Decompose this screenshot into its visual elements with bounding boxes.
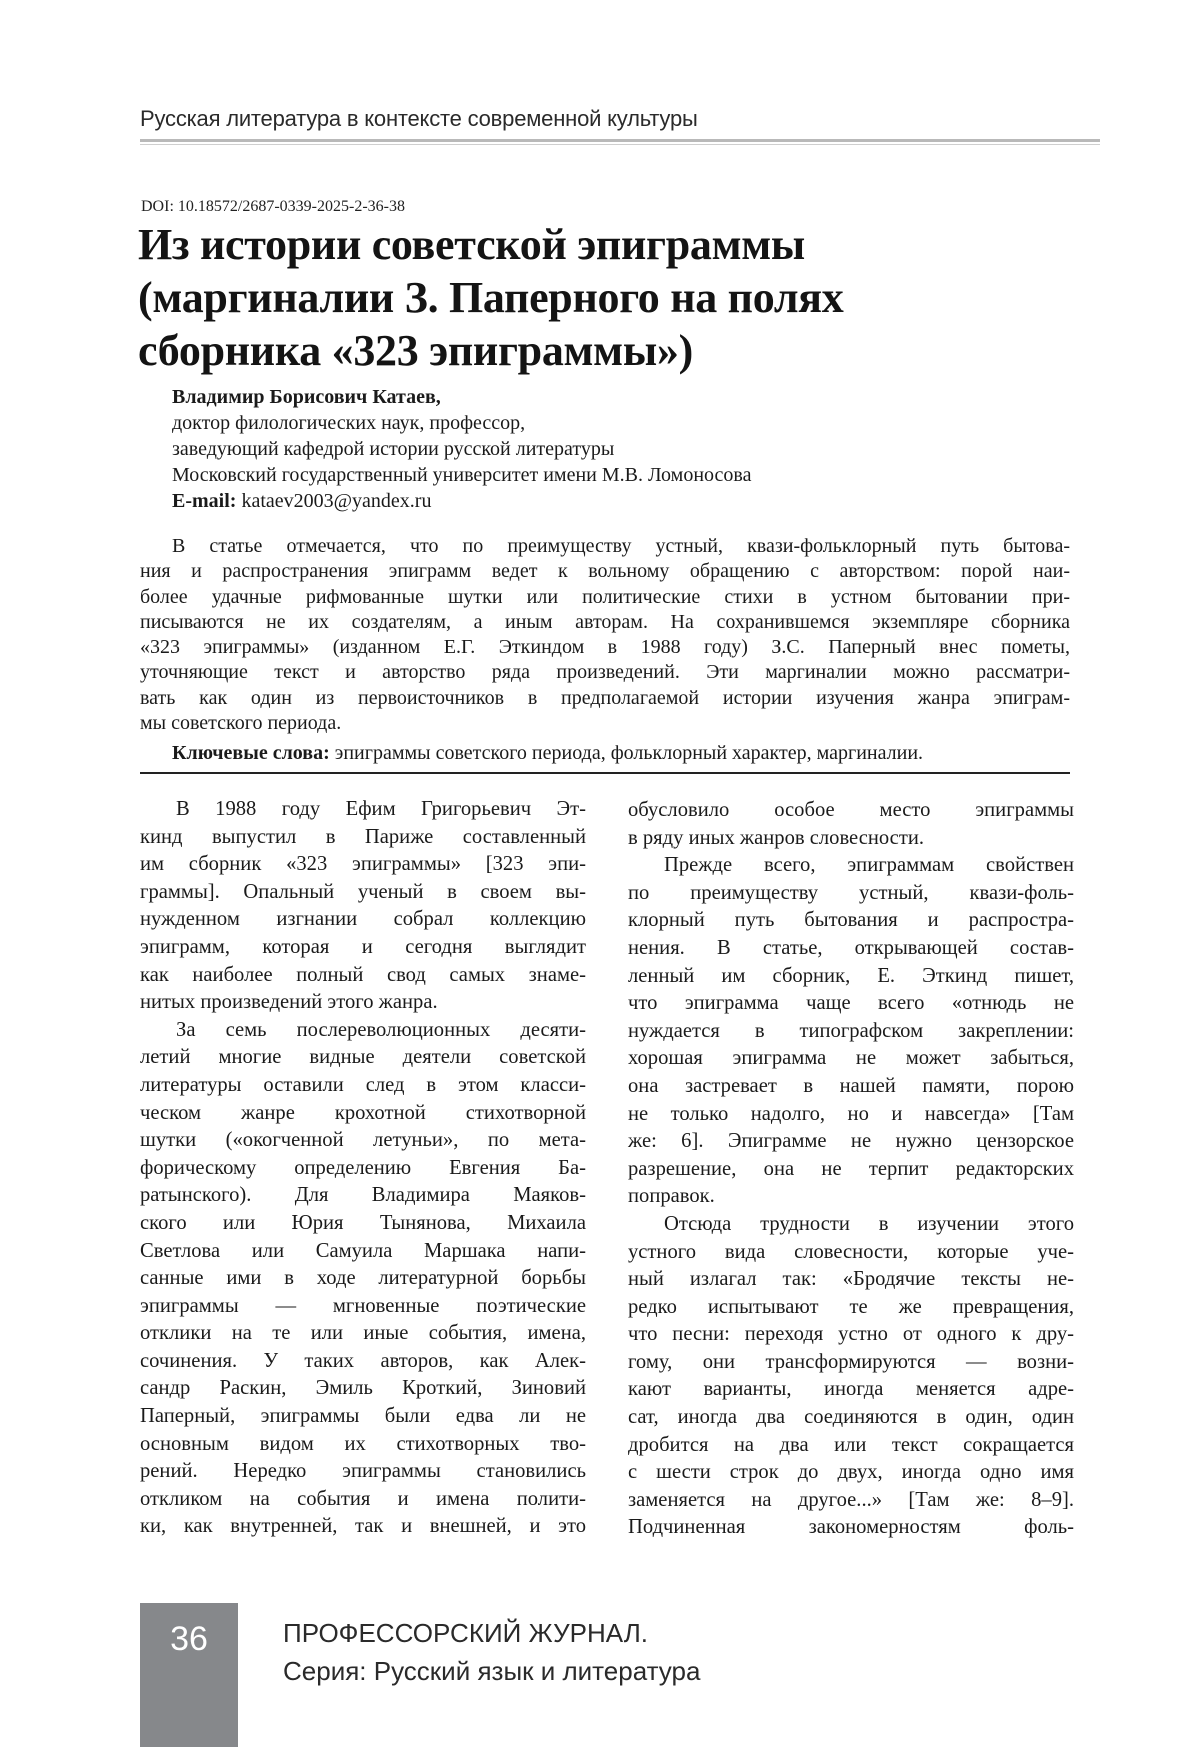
text-line: дробится на два или текст сокращается bbox=[628, 1433, 1074, 1456]
header-rule bbox=[140, 139, 1100, 145]
text-line: что эпиграмма чаще всего «отнюдь не bbox=[628, 992, 1074, 1015]
journal-name: ПРОФЕССОРСКИЙ ЖУРНАЛ. bbox=[283, 1618, 648, 1648]
text-line: нения. В статье, открывающей состав- bbox=[628, 936, 1074, 959]
text-line: рений. Нередко эпиграммы становились bbox=[140, 1460, 586, 1483]
text-line: сочинения. У таких авторов, как Алек- bbox=[140, 1349, 586, 1372]
author-name: Владимир Борисович Катаев, bbox=[172, 386, 441, 408]
text-line: по преимуществу устный, квази-фоль- bbox=[628, 881, 1074, 904]
title-line: сборника «323 эпиграммы») bbox=[138, 326, 693, 375]
article-title bbox=[138, 218, 1078, 377]
text-line: основным видом их стихотворных тво- bbox=[140, 1432, 586, 1455]
text-line: сандр Раскин, Эмиль Кроткий, Зиновий bbox=[140, 1377, 586, 1400]
text-line: разрешение, она не терпит редакторских bbox=[628, 1157, 1074, 1180]
text-line: что песни: переходя устно от одного к дру- bbox=[628, 1323, 1074, 1346]
text-line: ратынского). Для Владимира Маяков- bbox=[140, 1184, 586, 1207]
text-line: клорный путь бытования и распростра- bbox=[628, 909, 1074, 932]
text-line: форическому определению Евгения Ба- bbox=[140, 1156, 586, 1179]
abstract-line: «323 эпиграммы» (изданном Е.Г. Эткиндом в 1988 году) З.С. Паперный внес пометы, bbox=[140, 636, 1070, 659]
abstract-line: более удачные рифмованные шутки или политические стихи в устном бытовании при- bbox=[140, 585, 1070, 608]
email-label: E-mail: bbox=[172, 490, 237, 512]
text-line: редко испытывают те же превращения, bbox=[628, 1295, 1074, 1318]
author-institution: Московский государственный университет имени М.В. Ломоносова bbox=[172, 464, 752, 486]
title-line: Из истории советской эпиграммы bbox=[138, 220, 805, 269]
text-line: эпиграмм, которая и сегодня выглядит bbox=[140, 935, 586, 958]
text-line: сат, иногда два соединяются в один, один bbox=[628, 1406, 1074, 1429]
keywords-rule bbox=[140, 772, 1070, 774]
body-paragraph bbox=[140, 1017, 586, 1541]
text-line: За семь послереволюционных десяти- bbox=[176, 1018, 586, 1041]
text-line: поправок. bbox=[628, 1185, 715, 1208]
text-line: Прежде всего, эпиграммам свойствен bbox=[664, 854, 1074, 877]
text-line: кинд выпустил в Париже составленный bbox=[140, 825, 586, 848]
body-paragraph bbox=[628, 852, 1074, 1211]
text-line: Светлова или Самуила Маршака напи- bbox=[140, 1239, 586, 1262]
text-line: нужденном изгнании собрал коллекцию bbox=[140, 908, 586, 931]
text-line: Отсюда трудности в изучении этого bbox=[664, 1212, 1074, 1235]
abstract-line: В статье отмечается, что по преимуществу устный, квази-фольклорный путь бытова- bbox=[172, 535, 1070, 557]
body-paragraph bbox=[628, 1211, 1074, 1542]
author-block bbox=[172, 384, 1072, 514]
journal-series: Серия: Русский язык и литература bbox=[283, 1656, 701, 1686]
text-line: как наиболее полный свод самых знаме- bbox=[140, 963, 586, 986]
abstract-line: уточняющие текст и авторство ряда произведений. Эти маргиналии можно рассматри- bbox=[140, 661, 1070, 684]
abstract-line: вать как один из первоисточников в предполагаемой истории изучения жанра эпиграм- bbox=[140, 686, 1070, 709]
text-line: ческом жанре крохотной стихотворной bbox=[140, 1101, 586, 1124]
text-line: В 1988 году Ефим Григорьевич Эт- bbox=[176, 798, 586, 820]
text-line: литературы оставили след в этом класси- bbox=[140, 1073, 586, 1096]
abstract-line: мы советского периода. bbox=[140, 712, 342, 735]
text-line: она застревает в нашей памяти, порою bbox=[628, 1074, 1074, 1097]
text-line: ленный им сборник, Е. Эткинд пишет, bbox=[628, 964, 1074, 987]
text-line: шутки («окогченной летуньи», по мета- bbox=[140, 1129, 586, 1152]
text-line: не только надолго, но и навсегда» [Там bbox=[628, 1102, 1074, 1125]
running-head: Русская литература в контексте современной культуры bbox=[140, 106, 698, 131]
text-line: гому, они трансформируются — возни- bbox=[628, 1350, 1074, 1373]
title-line: (маргиналии З. Паперного на полях bbox=[138, 273, 844, 322]
keywords bbox=[172, 741, 1072, 766]
text-line: кают варианты, иногда меняется адре- bbox=[628, 1378, 1074, 1401]
text-line: Паперный, эпиграммы были едва ли не bbox=[140, 1405, 586, 1428]
body-column-right bbox=[628, 797, 1074, 1542]
text-line: заменяется на другое...» [Там же: 8–9]. bbox=[628, 1488, 1074, 1511]
text-line: нитых произведений этого жанра. bbox=[140, 991, 438, 1014]
body-paragraph bbox=[140, 796, 586, 1017]
text-line: в ряду иных жанров словесности. bbox=[628, 826, 924, 849]
text-line: ки, как внутренней, так и внешней, и это bbox=[140, 1515, 586, 1538]
text-line: же: 6]. Эпиграмме не нужно цензорское bbox=[628, 1130, 1074, 1153]
text-line: граммы]. Опальный ученый в своем вы- bbox=[140, 880, 586, 903]
text-line: нуждается в типографском закреплении: bbox=[628, 1019, 1074, 1042]
author-email[interactable]: kataev2003@yandex.ru bbox=[241, 490, 432, 512]
text-line: санные ими в ходе литературной борьбы bbox=[140, 1267, 586, 1290]
text-line: отклики на те или иные события, имена, bbox=[140, 1322, 586, 1345]
text-line: летий многие видные деятели советской bbox=[140, 1046, 586, 1069]
page-number: 36 bbox=[170, 1620, 208, 1658]
text-line: ный излагал так: «Бродячие тексты не- bbox=[628, 1268, 1074, 1291]
body-paragraph bbox=[628, 797, 1074, 852]
abstract-line: писываются не их создателям, а иным авторам. На сохранившемся экземпляре сборника bbox=[140, 610, 1070, 633]
text-line: эпиграммы — мгновенные поэтические bbox=[140, 1294, 586, 1317]
journal-footer bbox=[283, 1614, 700, 1690]
text-line: обусловило особое место эпиграммы bbox=[628, 799, 1074, 821]
abstract-line: ния и распространения эпиграмм ведет к вольному обращению с авторством: порой наи- bbox=[140, 560, 1070, 583]
author-position: заведующий кафедрой истории русской литературы bbox=[172, 438, 615, 460]
text-line: хорошая эпиграмма не может забыться, bbox=[628, 1047, 1074, 1070]
text-line: ского или Юрия Тынянова, Михаила bbox=[140, 1211, 586, 1234]
body-column-left bbox=[140, 796, 586, 1541]
abstract bbox=[140, 534, 1070, 736]
text-line: устного вида словесности, которые уче- bbox=[628, 1240, 1074, 1263]
keywords-text: эпиграммы советского периода, фольклорный характер, маргиналии. bbox=[334, 742, 924, 764]
author-email-line bbox=[172, 488, 1072, 514]
doi[interactable]: DOI: 10.18572/2687-0339-2025-2-36-38 bbox=[141, 198, 405, 215]
text-line: откликом на события и имена полити- bbox=[140, 1487, 586, 1510]
text-line: с шести строк до двух, иногда одно имя bbox=[628, 1461, 1074, 1484]
author-degree: доктор филологических наук, профессор, bbox=[172, 412, 526, 434]
keywords-label: Ключевые слова: bbox=[172, 742, 330, 764]
text-line: Подчиненная закономерностям фоль- bbox=[628, 1516, 1074, 1539]
text-line: им сборник «323 эпиграммы» [323 эпи- bbox=[140, 853, 586, 876]
